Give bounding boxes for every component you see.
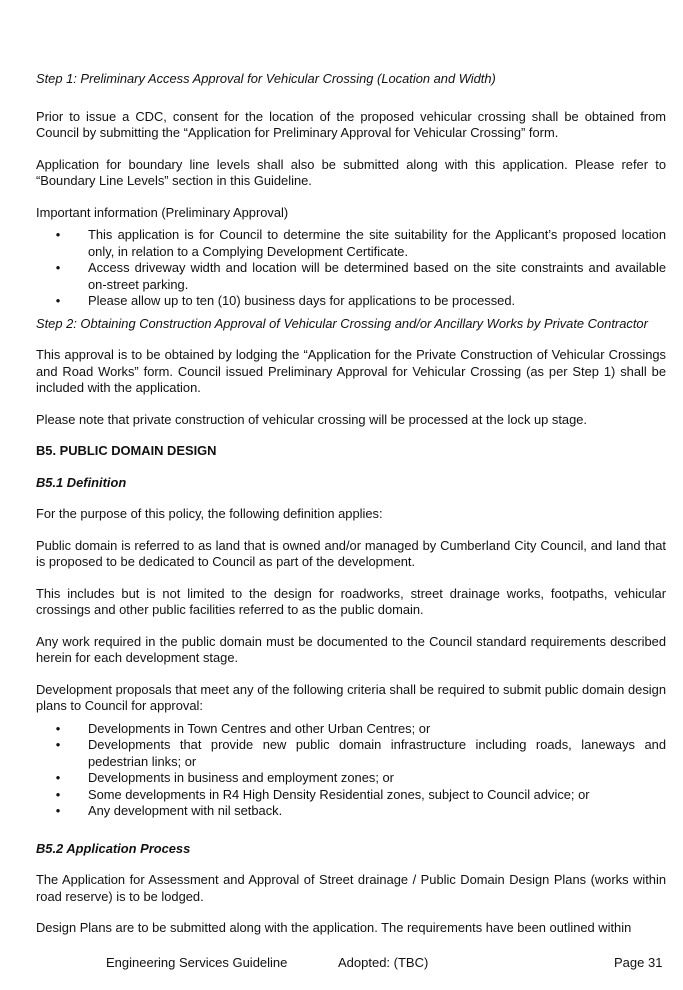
b51-paragraph-1: For the purpose of this policy, the following definition applies: xyxy=(36,506,383,521)
step2-paragraph-2: Please note that private construction of vehicular crossing will be processed at the lock up stage. xyxy=(36,411,588,427)
b52-paragraph-1: The Application for Assessment and Approval of Street drainage / Public Domain Design Plans (works within road reserve) is to be lodged. xyxy=(36,872,666,904)
b52-paragraph-2: Design Plans are to be submitted along with the application. The requirements have been outlined within xyxy=(36,920,632,935)
footer-page-number: Page 31 xyxy=(614,955,663,970)
b51-paragraph-4: Any work required in the public domain must be documented to the Council standard requirements described herein for each development stage. xyxy=(36,633,666,665)
section-b5-heading: B5. PUBLIC DOMAIN DESIGN xyxy=(36,443,217,458)
criteria-list xyxy=(36,721,666,820)
list-item xyxy=(36,293,666,310)
b51-paragraph-2: Public domain is referred to as land that is owned and/or managed by Cumberland City Council, and land that is proposed to be dedicated to Council as part of the development. xyxy=(36,537,666,569)
page-footer xyxy=(0,955,683,973)
list-item-text: Access driveway width and location will be determined based on the site constraints and available on-street parking. xyxy=(88,260,666,292)
step2-paragraph-1: This approval is to be obtained by lodging the “Application for the Private Construction of Vehicular Crossings and Road Works” form. Council issued Preliminary Approval for Vehicular Crossing (as per Step 1) shall be included with the application. xyxy=(36,347,666,395)
footer-adopted: Adopted: (TBC) xyxy=(338,955,429,970)
section-b52-heading: B5.2 Application Process xyxy=(36,840,191,856)
list-item xyxy=(36,737,666,770)
document-page xyxy=(36,71,666,937)
bullet-icon: • xyxy=(55,720,61,736)
important-info-list xyxy=(36,227,666,310)
list-item-text: Developments in business and employment zones; or xyxy=(88,770,394,785)
footer-title: Engineering Services Guideline xyxy=(106,955,288,970)
b51-paragraph-3: This includes but is not limited to the design for roadworks, street drainage works, footpaths, vehicular crossings and other public facilities referred to as the public domain. xyxy=(36,585,666,617)
b51-paragraph-5: Development proposals that meet any of the following criteria shall be required to submit public domain design plans to Council for approval: xyxy=(36,681,666,713)
step1-heading: Step 1: Preliminary Access Approval for Vehicular Crossing (Location and Width) xyxy=(36,71,496,86)
bullet-icon: • xyxy=(55,803,61,818)
bullet-icon: • xyxy=(55,227,61,242)
bullet-icon: • xyxy=(55,293,61,308)
list-item-text: Developments that provide new public domain infrastructure including roads, laneways and pedestrian links; or xyxy=(88,737,666,769)
step1-paragraph-2: Application for boundary line levels shall also be submitted along with this application. Please refer to “Boundary Line Levels” section in this Guideline. xyxy=(36,156,666,188)
bullet-icon: • xyxy=(55,260,61,275)
section-b51-heading: B5.1 Definition xyxy=(36,474,127,490)
list-item-text: Developments in Town Centres and other Urban Centres; or xyxy=(88,720,431,736)
important-info-label: Important information (Preliminary Approval) xyxy=(36,204,289,220)
list-item xyxy=(36,227,666,260)
list-item xyxy=(36,260,666,293)
bullet-icon: • xyxy=(55,737,61,752)
list-item-text: This application is for Council to determine the site suitability for the Applicant’s proposed location only, in relation to a Complying Development Certificate. xyxy=(88,227,666,259)
list-item xyxy=(36,803,666,820)
step2-heading: Step 2: Obtaining Construction Approval of Vehicular Crossing and/or Ancillary Works by Private Contractor xyxy=(36,315,648,331)
list-item-text: Some developments in R4 High Density Residential zones, subject to Council advice; or xyxy=(88,786,590,802)
list-item xyxy=(36,787,666,804)
list-item-text: Any development with nil setback. xyxy=(88,803,283,818)
step1-paragraph-1: Prior to issue a CDC, consent for the location of the proposed vehicular crossing shall be obtained from Council by submitting the “Application for Preliminary Approval for Vehicular Crossing” form. xyxy=(36,108,666,140)
bullet-icon: • xyxy=(55,786,61,802)
list-item xyxy=(36,721,666,738)
list-item-text: Please allow up to ten (10) business days for applications to be processed. xyxy=(88,293,516,308)
list-item xyxy=(36,770,666,787)
bullet-icon: • xyxy=(55,770,61,785)
